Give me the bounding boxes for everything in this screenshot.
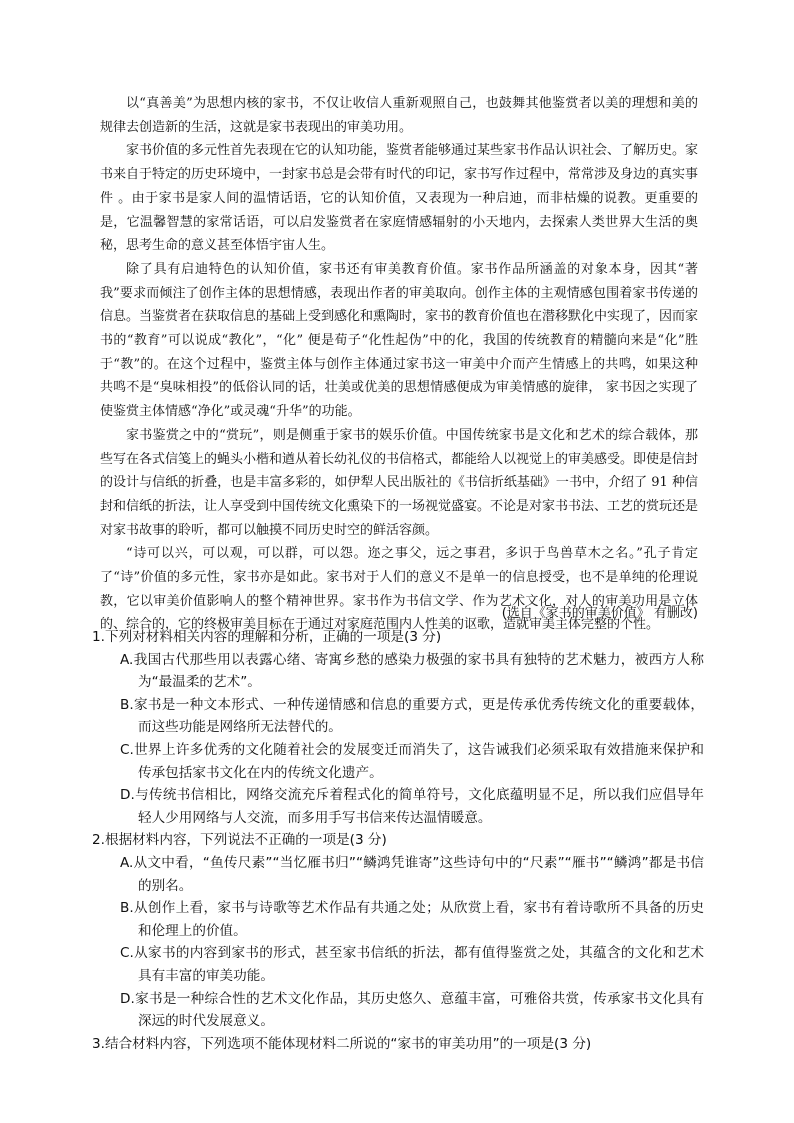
question-1 — [92, 626, 704, 829]
option-d: D.与传统书信相比，网络交流充斥着程式化的简单符号，文化底蕴明显不足，所以我们应倡导年轻人少用网络与人交流，而多用手写书信来传达温情暖意。 — [120, 787, 704, 826]
passage-source: (选自《家书的审美价值》 有删改) — [501, 606, 698, 621]
question-stem: 2.根据材料内容，下列说法不正确的一项是(3 分) — [92, 832, 387, 849]
option-c: C.从家书的内容到家书的形式，甚至家书信纸的折法，都有值得鉴赏之处，其蕴含的文化和艺术具有丰富的审美功能。 — [120, 945, 704, 984]
option-b: B.从创作上看，家书与诗歌等艺术作品有共通之处；从欣赏上看，家书有着诗歌所不具备的历史和伦理上的价值。 — [120, 900, 704, 939]
question-3 — [92, 1033, 704, 1056]
option-d: D.家书是一种综合性的艺术文化作品，其历史悠久、意蕴丰富，可雅俗共赏，传承家书文化具有深远的时代发展意义。 — [120, 990, 704, 1030]
option-a: A.从文中看，“鱼传尺素”“当忆雁书归”“鳞鸿凭谁寄”这些诗句中的“尺素”“雁书”“鳞鸿”都是书信的别名。 — [120, 854, 704, 894]
option-a: A.我国古代那些用以表露心绪、寄寓乡愁的感染力极强的家书具有独特的艺术魅力，被西方人称为“最温柔的艺术”。 — [120, 651, 704, 691]
question-2 — [92, 829, 704, 1032]
option-b: B.家书是一种文本形式、一种传递情感和信息的重要方式，更是传承优秀传统文化的重要载体，而这些功能是网络所无法替代的。 — [120, 696, 704, 736]
passage-paragraph: “诗可以兴，可以观，可以群，可以怨。迩之事父，远之事君，多识于鸟兽草木之名。”孔子肯定了“诗”价值的多元性，家书亦是如此。家书对于人们的意义不是单一的信息授受，也不是单纯的伦理说教，它以审美价值影响人的整个精神世界。家书作为书信文学、作为艺术文化，对人的审美功用是立体的、综合的，它的终极审美目标在于通过对家庭范围内人性美的讴歌，造就审美主体完整的个性。 — [100, 546, 698, 633]
question-stem: 3.结合材料内容，下列选项不能体现材料二所说的“家书的审美功用”的一项是(3 分) — [92, 1035, 592, 1052]
option-c: C.世界上许多优秀的文化随着社会的发展变迁而消失了，这告诫我们必须采取有效措施来保护和传承包括家书文化在内的传统文化遗产。 — [120, 741, 704, 781]
passage-paragraph: 家书鉴赏之中的“赏玩”，则是侧重于家书的娱乐价值。中国传统家书是文化和艺术的综合载体，那些写在各式信笺上的蝇头小楷和遒从着长幼礼仪的书信格式，都能给人以视觉上的审美感受。即使是信封的设计与信纸的折叠，也是丰富多彩的，如伊犁人民出版社的《书信折纸基础》一书中，介绍了 91 种信封和信纸的折法，让人享受到中国传统文化熏染下的一场视觉盛宴。不论是对家书书法、工艺的赏玩还是对家书故事的聆听，都可以触摸不同历史时空的鲜活容颜。 — [100, 427, 699, 538]
passage-paragraph: 家书价值的多元性首先表现在它的认知功能，鉴赏者能够通过某些家书作品认识社会、了解历史。家书来自于特定的历史环境中，一封家书总是会带有时代的印记，家书写作过程中，常常涉及身边的真实事件 。由于家书是家人间的温情话语，它的认知价值，又表现为一种启迪，而非枯燥的说教。更重要的是，它温馨智慧的家常话语，可以启发鉴赏者在家庭情感辐射的小天地内，去探索人类世界大生活的奥秘，思考生命的意义甚至体悟宇宙人生。 — [100, 143, 699, 254]
reading-passage — [100, 92, 698, 637]
question-stem: 1.下列对材料相关内容的理解和分析，正确的一项是(3 分) — [92, 629, 442, 645]
question-list — [92, 626, 704, 1055]
passage-paragraph: 除了具有启迪特色的认知价值，家书还有审美教育价值。家书作品所涵盖的对象本身，因其“著我”要求而倾注了创作主体的思想情感，表现出作者的审美取向。创作主体的主观情感包围着家书传递的信息。当鉴赏者在获取信息的基础上受到感化和熏陶时，家书的教育价值也在潜移默化中实现了，因而家书的“教育”可以说成“教化”，“化” 便是荀子“化性起伪”中的化，我国的传统教育的精髓向来是“化”胜于“教”的。在这个过程中，鉴赏主体与创作主体通过家书这一审美中介而产生情感上的共鸣，如果这种共鸣不是“臭味相投”的低俗认同的话，壮美或优美的思想情感便成为审美情感的旋律， 家书因之实现了使鉴赏主体情感“净化”或灵魂“升华”的功能。 — [100, 261, 699, 420]
passage-paragraph: 以“真善美”为思想内核的家书，不仅让收信人重新观照自己，也鼓舞其他鉴赏者以美的理想和美的规律去创造新的生活，这就是家书表现出的审美功用。 — [100, 96, 698, 135]
